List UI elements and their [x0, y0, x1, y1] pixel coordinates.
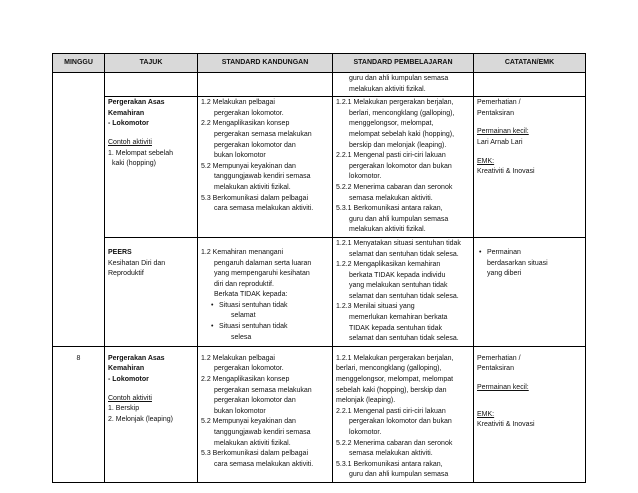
lesson-plan-table: [52, 53, 586, 483]
tajuk-aktiviti-item: 1. Melompat sebelah: [108, 149, 173, 157]
sp-line: yang melakukan sentuhan tidak: [349, 282, 448, 290]
tajuk-aktiviti-label: Contoh aktiviti: [108, 138, 152, 146]
permainan-label: Permainan kecil:: [477, 384, 529, 392]
header-standard-pembelajaran: STANDARD PEMBELAJARAN: [333, 54, 474, 73]
table-row: [53, 97, 586, 238]
sk-line: tanggungjawab kendiri semasa: [214, 429, 311, 436]
sp-line: lokomotor.: [349, 429, 382, 436]
tajuk-aktiviti-item: kaki (hopping): [112, 160, 156, 168]
header-catatan-emk: CATATAN/EMK: [474, 54, 586, 73]
sp-line: melakukan aktiviti fizikal.: [349, 226, 426, 234]
cell-sp: [333, 73, 474, 97]
sk-line: cara semasa melakukan aktiviti.: [214, 205, 314, 213]
cell-sk: [198, 73, 333, 97]
tajuk-title: Kemahiran: [108, 365, 145, 373]
sp-line: selamat dan sentuhan tidak selesa.: [349, 335, 459, 343]
sp-line: berlari, mencongklang (galloping),: [349, 109, 455, 117]
permainan-label: Permainan kecil:: [477, 128, 529, 136]
sp-line: lokomotor.: [349, 173, 382, 181]
cell-catatan: [474, 237, 586, 346]
cell-minggu: [53, 346, 105, 482]
sp-line: selamat dan sentuhan tidak selesa.: [349, 250, 459, 258]
sk-bullet-cont: selesa: [231, 333, 252, 341]
tajuk-subtitle: - Lokomotor: [108, 120, 149, 128]
sk-line: pergerakan semasa melakukan: [214, 386, 312, 394]
sp-line: melompat sebelah kaki (hopping),: [349, 130, 455, 138]
tajuk-aktiviti-label: Contoh aktiviti: [108, 394, 152, 402]
sk-line: bukan lokomotor: [214, 407, 266, 415]
sp-line: 2.2.1 Mengenal pasti ciri-ciri lakuan: [336, 407, 446, 415]
sk-line: 1.2 Melakukan pelbagai: [201, 354, 275, 362]
sk-line: pergerakan lokomotor.: [214, 365, 284, 373]
sp-line: guru dan ahli kumpulan semasa: [349, 75, 449, 82]
sp-line: berskip dan melonjak (leaping).: [349, 141, 447, 149]
emk-value: Kreativiti & Inovasi: [477, 168, 535, 176]
sp-line: 1.2.1 Melakukan pergerakan berjalan,: [336, 99, 454, 107]
sk-line: 1.2 Melakukan pelbagai: [201, 99, 275, 107]
cell-sp: [333, 237, 474, 346]
header-standard-kandungan: STANDARD KANDUNGAN: [198, 54, 333, 73]
cell-tajuk: [105, 97, 198, 238]
sp-line: 1.2.3 Menilai situasi yang: [336, 303, 415, 311]
sp-line: 5.2.2 Menerima cabaran dan seronok: [336, 439, 453, 447]
sp-line: menggelongsor, melompat,: [349, 120, 434, 128]
sk-line: melakukan aktiviti fizikal.: [214, 439, 291, 447]
sp-line: sebelah kaki (hopping), berskip dan: [336, 386, 447, 394]
sp-line: guru dan ahli kumpulan semasa: [349, 471, 449, 479]
cell-tajuk: [105, 237, 198, 346]
sp-line: 1.2.1 Menyatakan situasi sentuhan tidak: [336, 239, 461, 247]
sp-line: guru dan ahli kumpulan semasa: [349, 215, 449, 223]
cell-sk: [198, 346, 333, 482]
sp-line: berlari, mencongklang (galloping),: [336, 365, 442, 373]
sp-line: 1.2.2 Mengaplikasikan kemahiran: [336, 261, 441, 269]
sp-line: 5.2.2 Menerima cabaran dan seronok: [336, 183, 453, 191]
sk-line: 5.2 Mempunyai keyakinan dan: [201, 162, 296, 170]
sk-line: pergerakan semasa melakukan: [214, 130, 312, 138]
cell-sk: [198, 237, 333, 346]
sk-line: 2.2 Mengaplikasikan konsep: [201, 376, 290, 384]
cell-sp: [333, 346, 474, 482]
sp-line: 1.2.1 Melakukan pergerakan berjalan,: [336, 354, 454, 362]
sk-line: bukan lokomotor: [214, 152, 266, 160]
catatan-line: Pentaksiran: [477, 109, 514, 117]
catatan-line: Pentaksiran: [477, 365, 514, 373]
cell-catatan: [474, 346, 586, 482]
sp-line: pergerakan lokomotor dan bukan: [349, 418, 452, 426]
catatan-line: Pemerhatian /: [477, 99, 521, 107]
sk-bullet: • Situasi sentuhan tidak: [209, 322, 329, 333]
cell-catatan: [474, 97, 586, 238]
cell-catatan: [474, 73, 586, 97]
sp-line: 5.3.1 Berkomunikasi antara rakan,: [336, 460, 443, 468]
sp-line: 2.2.1 Mengenal pasti ciri-ciri lakuan: [336, 152, 446, 160]
cell-minggu: [53, 73, 105, 347]
header-minggu: MINGGU: [53, 54, 105, 73]
sp-line: semasa melakukan aktiviti.: [349, 194, 433, 202]
tajuk-aktiviti-item: 2. Melonjak (leaping): [108, 415, 173, 423]
header-tajuk: TAJUK: [105, 54, 198, 73]
cell-sp: [333, 97, 474, 238]
catatan-bullet-cont: berdasarkan situasi: [487, 259, 548, 267]
table-header-row: [53, 54, 586, 73]
tajuk-subtitle: - Lokomotor: [108, 376, 149, 384]
minggu-value: 8: [76, 354, 81, 362]
sk-bullet-cont: selamat: [231, 312, 256, 320]
emk-label: EMK:: [477, 410, 495, 418]
tajuk-line: Reproduktif: [108, 270, 144, 278]
tajuk-title: Pergerakan Asas: [108, 99, 165, 107]
sp-line: selamat dan sentuhan tidak selesa.: [349, 292, 459, 300]
tajuk-aktiviti-item: 1. Berskip: [108, 405, 140, 413]
sk-line: tanggungjawab kendiri semasa: [214, 173, 311, 181]
sp-line: memerlukan kemahiran berkata: [349, 314, 448, 322]
cell-sk: [198, 97, 333, 238]
sk-bullet: • Situasi sentuhan tidak: [209, 301, 329, 312]
catatan-line: Pemerhatian /: [477, 354, 521, 362]
sp-line: melonjak (leaping).: [336, 397, 396, 405]
tajuk-title: Pergerakan Asas: [108, 354, 165, 362]
tajuk-title: Kemahiran: [108, 109, 145, 117]
sp-line: melakukan aktiviti fizikal.: [349, 85, 426, 93]
cell-tajuk: [105, 73, 198, 97]
sk-line: 2.2 Mengaplikasikan konsep: [201, 120, 290, 128]
table-row: [53, 346, 586, 482]
sp-line: menggelongsor, melompat, melompat: [336, 376, 454, 384]
sp-line: 5.3.1 Berkomunikasi antara rakan,: [336, 205, 443, 213]
sk-line: pergerakan lokomotor.: [214, 109, 284, 117]
sk-line: 5.3 Berkomunikasi dalam pelbagai: [201, 194, 309, 202]
catatan-bullet: • Permainan: [477, 248, 582, 259]
sk-line: diri dan reproduktif.: [214, 280, 274, 288]
emk-value: Kreativiti & Inovasi: [477, 421, 535, 429]
sp-line: berkata TIDAK kepada individu: [349, 271, 446, 279]
sk-line: cara semasa melakukan aktiviti.: [214, 460, 314, 468]
sk-line: 5.3 Berkomunikasi dalam pelbagai: [201, 450, 309, 458]
sp-line: semasa melakukan aktiviti.: [349, 450, 433, 458]
sp-line: TIDAK kepada sentuhan tidak: [349, 324, 443, 332]
sk-line: Berkata TIDAK kepada:: [214, 291, 288, 299]
permainan-value: Lari Arnab Lari: [477, 138, 523, 146]
sk-line: pengaruh dalaman serta luaran: [214, 259, 312, 267]
catatan-bullet-cont: yang diberi: [487, 270, 522, 278]
tajuk-title: PEERS: [108, 248, 132, 256]
sk-line: 1.2 Kemahiran menangani: [201, 248, 284, 256]
sk-line: yang mempengaruhi kesihatan: [214, 270, 310, 278]
tajuk-line: Kesihatan Diri dan: [108, 259, 166, 267]
sk-line: pergerakan lokomotor dan: [214, 397, 296, 405]
sk-line: 5.2 Mempunyai keyakinan dan: [201, 418, 296, 426]
sk-line: melakukan aktiviti fizikal.: [214, 183, 291, 191]
table-row: [53, 237, 586, 346]
sp-line: pergerakan lokomotor dan bukan: [349, 162, 452, 170]
emk-label: EMK:: [477, 157, 495, 165]
table-row: [53, 73, 586, 97]
cell-tajuk: [105, 346, 198, 482]
sk-line: pergerakan lokomotor dan: [214, 141, 296, 149]
